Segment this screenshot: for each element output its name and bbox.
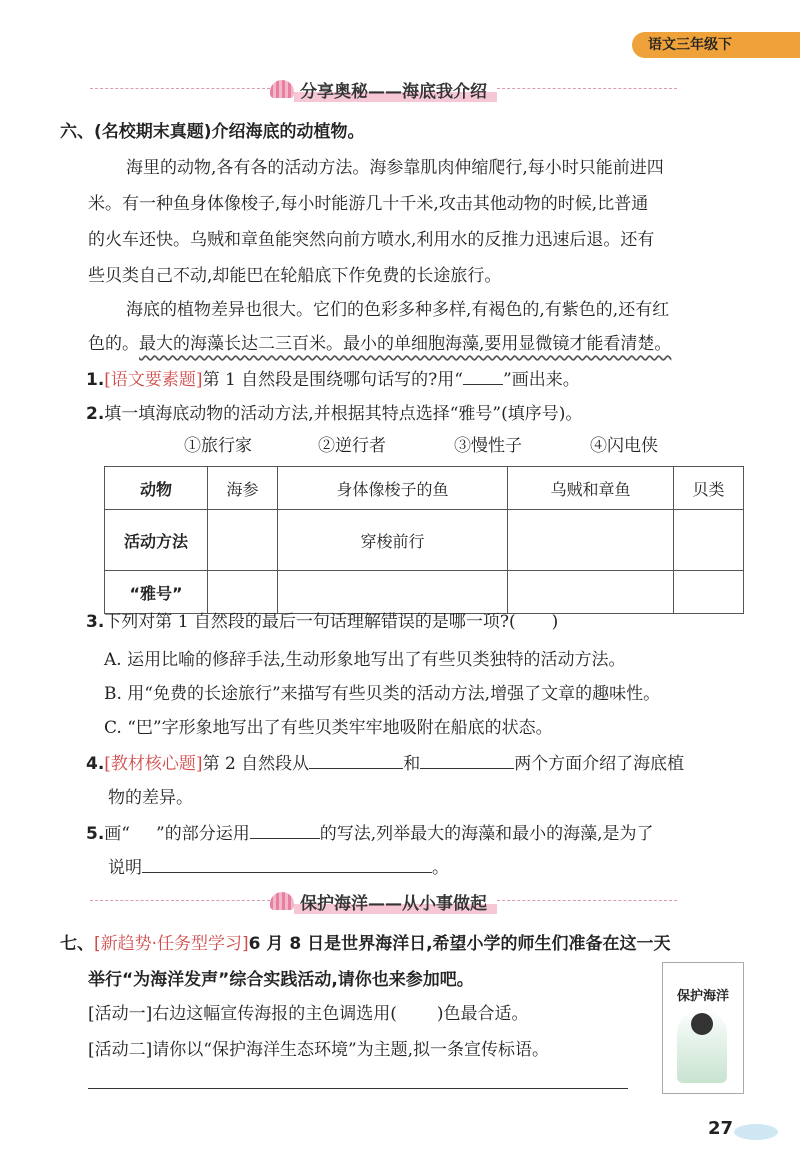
answer-cell[interactable] (673, 571, 743, 614)
subquestion-4 (86, 746, 684, 782)
subquestion-5-cont (108, 850, 449, 886)
activity-text: 右边这幅宣传海报的主色调选用( (152, 1004, 397, 1024)
passage-line-last (88, 326, 671, 362)
question-number: 七、 (60, 934, 94, 954)
dolphin-icon (734, 1124, 778, 1140)
question-tag: [新趋势·任务型学习] (94, 934, 249, 954)
subquestion-text: 说明 (108, 858, 142, 878)
girl-figure-icon (691, 1013, 713, 1035)
subquestion-5 (86, 816, 654, 852)
subquestion-text: 和 (403, 754, 421, 774)
paren-close: ) (551, 612, 559, 632)
table-cell: 穿梭前行 (278, 510, 508, 571)
passage-line: 些贝类自己不动,却能巴在轮船底下作免费的长途旅行。 (88, 266, 502, 286)
subquestion-text: 两个方面介绍了海底植 (514, 754, 685, 774)
table-header-cell: 乌贼和章鱼 (507, 467, 673, 510)
subquestion-text: ”画出来。 (503, 370, 580, 390)
subquestion-text: 的写法,列举最大的海藻和最小的海藻,是为了 (319, 824, 654, 844)
question-6-heading (60, 114, 365, 150)
passage-line: 米。有一种鱼身体像梭子,每小时能游几十千米,攻击其他动物的时候,比普通 (88, 194, 649, 214)
section-title: 分享奥秘——海底我介绍 (294, 77, 497, 102)
activity-text: )色最合适。 (436, 1004, 529, 1024)
passage-line: 的火车还快。乌贼和章鱼能突然向前方喷水,利用水的反推力迅速后退。还有 (88, 230, 655, 250)
answer-cell[interactable] (673, 510, 743, 571)
table-header-row (105, 467, 744, 510)
shell-icon (270, 892, 294, 910)
answer-blank[interactable] (420, 748, 514, 769)
grade-badge: 语文三年级下 (632, 32, 800, 58)
poster-title: 保护海洋 (676, 989, 729, 1004)
question-text: 6 月 8 日是世界海洋日,希望小学的师生们准备在这一天 (248, 934, 671, 954)
wavy-underlined-text: 最大的海藻长达二三百米。最小的单细胞海藻,要用显微镜才能看清楚。 (139, 334, 672, 354)
page-number: 27 (708, 1118, 734, 1139)
subquestion-text: 第 1 自然段是围绕哪句话写的?用“ (202, 370, 463, 390)
subquestion-number: 5. (86, 824, 105, 844)
question-prompt: 介绍海底的动植物。 (211, 122, 365, 142)
subquestion-3 (86, 604, 558, 640)
activity-tag: [活动一] (88, 1004, 153, 1024)
subquestion-text: 。 (432, 858, 449, 878)
passage-line: 海底的植物差异也很大。它们的色彩多种多样,有褐色的,有紫色的,还有红 (126, 300, 670, 320)
question-number: 六、 (60, 122, 94, 142)
question-tag: [语文要素题] (104, 370, 203, 390)
ocean-poster-image (662, 962, 744, 1094)
subquestion-text: ”的部分运用 (156, 824, 250, 844)
subquestion-number: 1. (86, 370, 105, 390)
answer-blank[interactable] (250, 818, 320, 839)
subquestion-text: 第 2 自然段从 (202, 754, 310, 774)
table-header-cell: 贝类 (673, 467, 743, 510)
answer-blank[interactable] (463, 364, 503, 385)
subquestion-4-cont: 物的差异。 (108, 788, 193, 808)
row-label: 活动方法 (105, 510, 208, 571)
subquestion-text: 画“ (104, 824, 130, 844)
nickname-option: ①旅行家 (184, 436, 252, 456)
table-header-cell: 身体像梭子的鱼 (278, 467, 508, 510)
animal-table (104, 466, 744, 614)
row-label: “雅号” (105, 571, 208, 614)
question-7-heading (60, 926, 671, 962)
passage-text: 色的。 (88, 334, 139, 354)
subquestion-text: 下列对第 1 自然段的最后一句话理解错误的是哪一项?( (104, 612, 516, 632)
passage-line: 海里的动物,各有各的活动方法。海参靠肌肉伸缩爬行,每小时只能前进四 (126, 158, 664, 178)
subquestion-1 (86, 362, 580, 398)
subquestion-text: 填一填海底动物的活动方法,并根据其特点选择“雅号”(填序号)。 (104, 404, 583, 424)
option-a: A. 运用比喻的修辞手法,生动形象地写出了有些贝类独特的活动方法。 (104, 650, 626, 670)
subquestion-2 (86, 396, 582, 432)
activity-text: 请你以“保护海洋生态环境”为主题,拟一条宣传标语。 (152, 1040, 550, 1060)
question-tag: (名校期末真题) (94, 122, 212, 142)
nickname-option: ④闪电侠 (590, 436, 658, 456)
answer-cell[interactable] (507, 510, 673, 571)
answer-blank[interactable] (142, 852, 432, 873)
shell-icon (270, 80, 294, 98)
table-header-cell: 动物 (105, 467, 208, 510)
question-7-text: 举行“为海洋发声”综合实践活动,请你也来参加吧。 (88, 970, 474, 990)
option-c: C. “巴”字形象地写出了有些贝类牢牢地吸附在船底的状态。 (104, 718, 553, 738)
answer-blank[interactable] (309, 748, 403, 769)
answer-cell[interactable] (208, 510, 278, 571)
subquestion-number: 2. (86, 404, 105, 424)
section-banner-1 (90, 74, 677, 104)
nickname-option: ②逆行者 (318, 436, 386, 456)
subquestion-number: 4. (86, 754, 105, 774)
nickname-option: ③慢性子 (454, 436, 522, 456)
wavy-mark (130, 816, 156, 852)
activity-1 (88, 996, 529, 1032)
activity-tag: [活动二] (88, 1040, 153, 1060)
question-tag: [教材核心题] (104, 754, 203, 774)
table-header-cell: 海参 (208, 467, 278, 510)
activity-2 (88, 1032, 549, 1068)
slogan-answer-line[interactable] (88, 1088, 628, 1089)
section-banner-2 (90, 886, 677, 916)
table-row (105, 510, 744, 571)
section-title: 保护海洋——从小事做起 (294, 889, 497, 914)
option-b: B. 用“免费的长途旅行”来描写有些贝类的活动方法,增强了文章的趣味性。 (104, 684, 661, 704)
subquestion-number: 3. (86, 612, 105, 632)
